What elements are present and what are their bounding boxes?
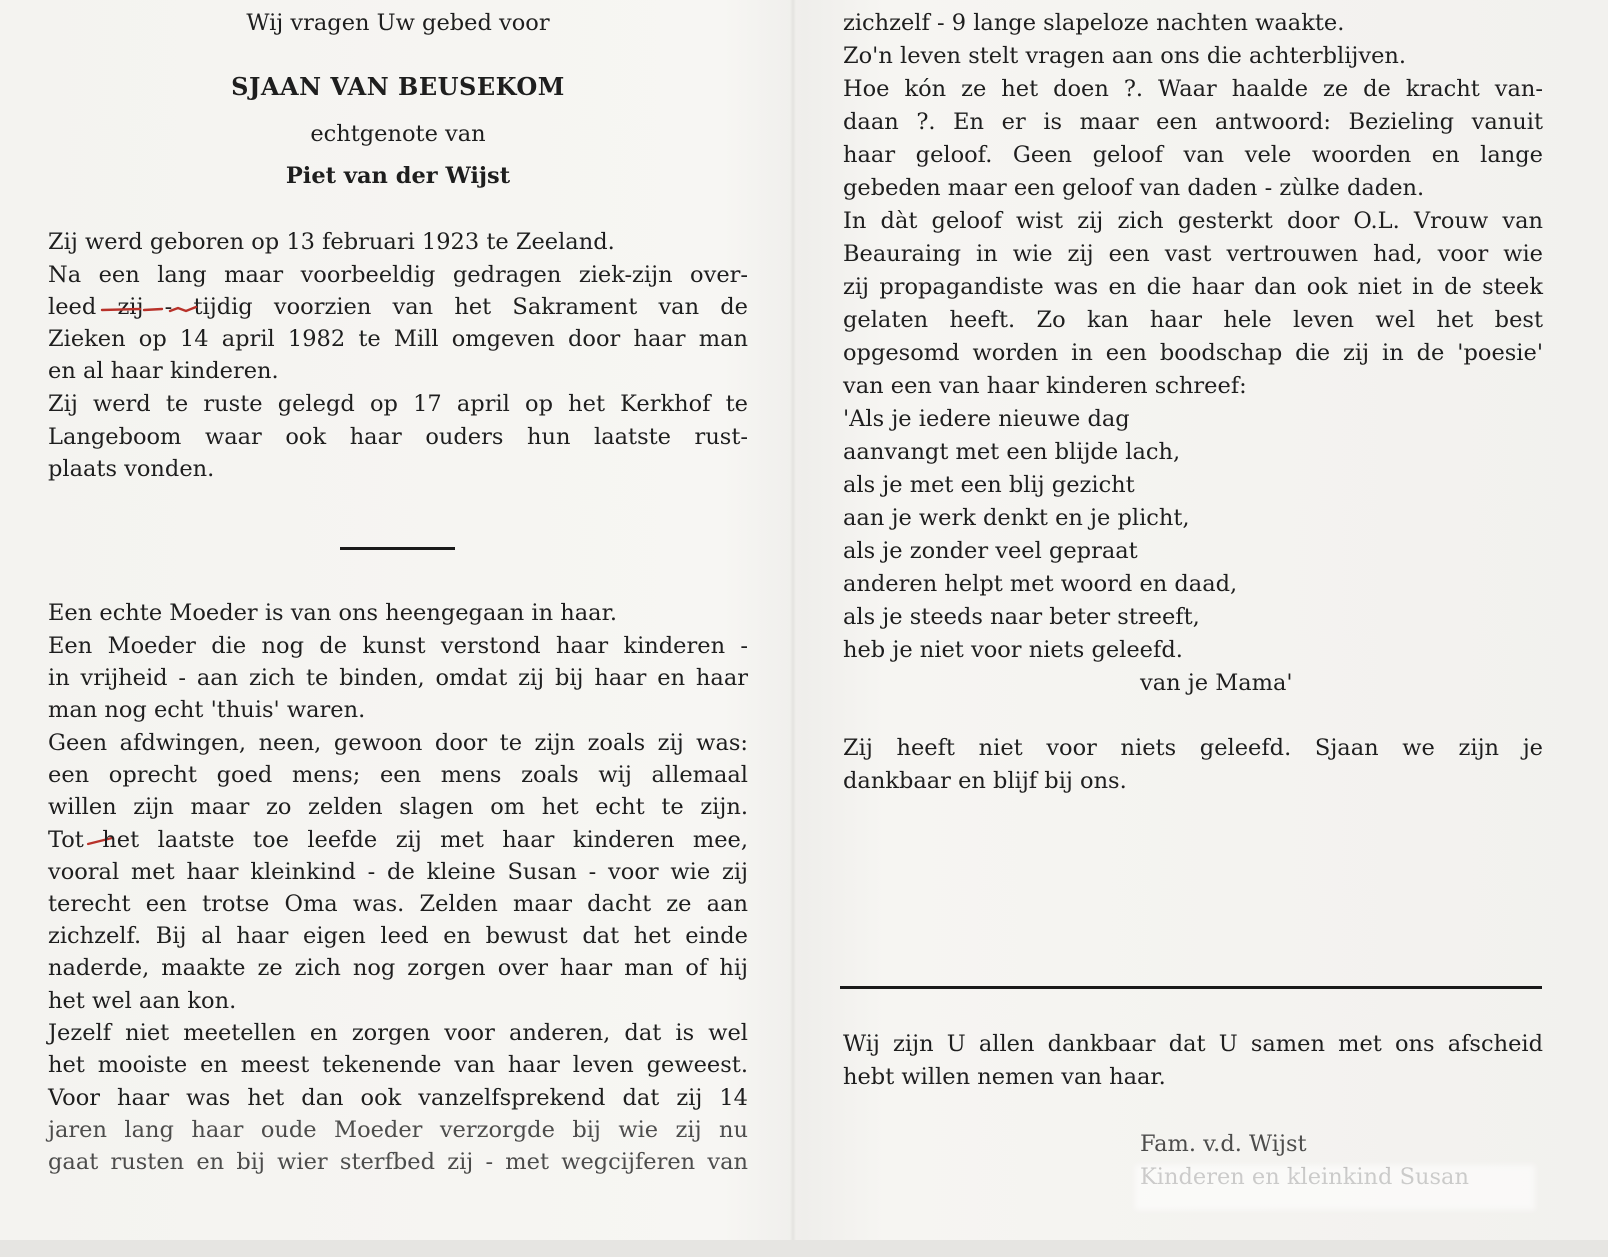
bio-line: Zij werd geboren op 13 februari 1923 te Zeeland. xyxy=(48,229,615,255)
continuation-line: gebeden maar een geloof van daden - zùlke daden. xyxy=(843,175,1425,201)
family-signature: Fam. v.d. Wijst xyxy=(1140,1131,1307,1157)
tribute-line: man nog echt 'thuis' waren. xyxy=(48,697,366,723)
tribute-line: terecht een trotse Oma was. Zelden maar dacht ze aan xyxy=(48,891,748,917)
deceased-name: SJAAN VAN BEUSEKOM xyxy=(231,72,565,101)
poem-line: aan je werk denkt en je plicht, xyxy=(843,505,1190,531)
continuation-line: gelaten heeft. Zo kan haar hele leven wel het best xyxy=(843,307,1543,333)
red-pen-correction-icon xyxy=(100,298,210,320)
tribute-line: het mooiste en meest tekenende van haar leven geweest. xyxy=(48,1052,748,1078)
bio-line: en al haar kinderen. xyxy=(48,358,279,384)
thanks-divider xyxy=(840,986,1542,989)
spouse-intro: echtgenote van xyxy=(310,121,486,147)
tribute-line: een oprecht goed mens; een mens zoals wij allemaal xyxy=(48,762,748,788)
thanks-line: hebt willen nemen van haar. xyxy=(843,1064,1166,1090)
poem-line: 'Als je iedere nieuwe dag xyxy=(843,406,1130,432)
continuation-line: haar geloof. Geen geloof van vele woorden en lange xyxy=(843,142,1543,168)
closing-line: Zij heeft niet voor niets geleefd. Sjaan we zijn je xyxy=(843,735,1543,761)
tribute-line: Jezelf niet meetellen en zorgen voor anderen, dat is wel xyxy=(48,1020,748,1046)
center-fold xyxy=(790,0,796,1257)
section-divider xyxy=(340,547,455,550)
continuation-line: opgesomd worden in een boodschap die zij in de 'poesie' xyxy=(843,340,1543,366)
poem-line: heb je niet voor niets geleefd. xyxy=(843,637,1183,663)
bio-line: Langeboom waar ook haar ouders hun laatste rust- xyxy=(48,424,748,450)
continuation-line: van een van haar kinderen schreef: xyxy=(843,373,1247,399)
tribute-line: Een echte Moeder is van ons heengegaan in haar. xyxy=(48,600,618,626)
poem-line: anderen helpt met woord en daad, xyxy=(843,571,1238,597)
poem-signature: van je Mama' xyxy=(1140,670,1293,696)
worn-print-area xyxy=(1135,1165,1535,1210)
tribute-line: Geen afdwingen, neen, gewoon door te zijn zoals zij was: xyxy=(48,730,748,756)
tribute-line: het wel aan kon. xyxy=(48,988,237,1014)
tribute-line: zichzelf. Bij al haar eigen leed en bewust dat het einde xyxy=(48,923,748,949)
tribute-line: Tot het laatste toe leefde zij met haar kinderen mee, xyxy=(48,827,748,853)
continuation-line: Zo'n leven stelt vragen aan ons die achterblijven. xyxy=(843,43,1407,69)
poem-line: aanvangt met een blijde lach, xyxy=(843,439,1181,465)
scan-edge xyxy=(0,1240,1608,1257)
closing-line: dankbaar en blijf bij ons. xyxy=(843,768,1127,794)
continuation-line: Beauraing in wie zij een vast vertrouwen had, voor wie xyxy=(843,241,1543,267)
tribute-line: Een Moeder die nog de kunst verstond haar kinderen - xyxy=(48,633,748,659)
bio-line: leed zij - tijdig voorzien van het Sakrament van de xyxy=(48,294,748,320)
tribute-line: gaat rusten en bij wier sterfbed zij - met wegcijferen van xyxy=(48,1149,748,1175)
tribute-line: naderde, maakte ze zich nog zorgen over haar man of hij xyxy=(48,955,748,981)
bio-line: Zij werd te ruste gelegd op 17 april op het Kerkhof te xyxy=(48,391,748,417)
tribute-line: Voor haar was het dan ook vanzelfsprekend dat zij 14 xyxy=(48,1085,748,1111)
continuation-line: daan ?. En er is maar een antwoord: Bezieling vanuit xyxy=(843,109,1543,135)
tribute-line: jaren lang haar oude Moeder verzorgde bij wie zij nu xyxy=(48,1117,748,1143)
poem-line: als je zonder veel gepraat xyxy=(843,538,1138,564)
thanks-line: Wij zijn U allen dankbaar dat U samen met ons afscheid xyxy=(843,1031,1543,1057)
poem-line: als je met een blij gezicht xyxy=(843,472,1135,498)
continuation-line: zij propagandiste was en die haar dan ook niet in de steek xyxy=(843,274,1543,300)
continuation-line: Hoe kón ze het doen ?. Waar haalde ze de kracht van- xyxy=(843,76,1543,102)
bio-line: Zieken op 14 april 1982 te Mill omgeven door haar man xyxy=(48,326,748,352)
continuation-line: In dàt geloof wist zij zich gesterkt door O.L. Vrouw van xyxy=(843,208,1543,234)
poem-line: als je steeds naar beter streeft, xyxy=(843,604,1200,630)
tribute-line: in vrijheid - aan zich te binden, omdat zij bij haar en haar xyxy=(48,665,748,691)
spouse-name: Piet van der Wijst xyxy=(285,163,511,189)
continuation-line: zichzelf - 9 lange slapeloze nachten waakte. xyxy=(843,10,1345,36)
tribute-line: willen zijn maar zo zelden slagen om het echt te zijn. xyxy=(48,794,748,820)
prayer-header: Wij vragen Uw gebed voor xyxy=(246,10,550,36)
bio-line: Na een lang maar voorbeeldig gedragen ziek-zijn over- xyxy=(48,262,748,288)
bio-line: plaats vonden. xyxy=(48,456,215,482)
tribute-line: vooral met haar kleinkind - de kleine Susan - voor wie zij xyxy=(48,859,748,885)
